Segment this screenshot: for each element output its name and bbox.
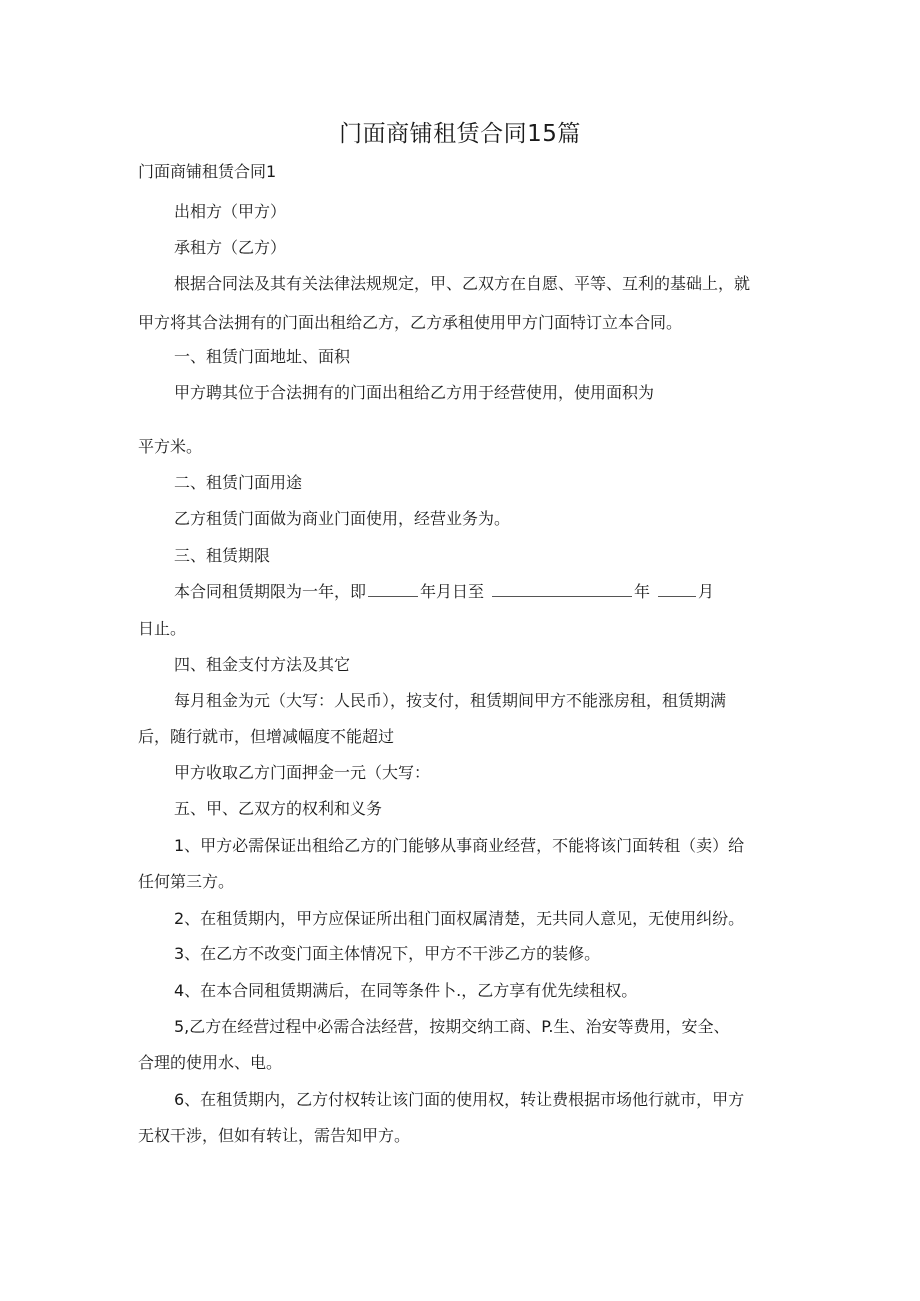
intro-paragraph-line-2: 甲方将其合法拥有的门面出租给乙方，乙方承租使用甲方门面特订立本合同。 (138, 313, 683, 332)
party-a-line: 出相方（甲方） (174, 202, 287, 221)
clause-5: 5,乙方在经营过程中必需合法经营，按期交纳工商、P.生、治安等费用，安全、 (174, 1017, 730, 1036)
blank-field (658, 582, 696, 597)
term-text-3: 年 (634, 582, 651, 601)
section-2-heading: 二、租赁门面用途 (174, 473, 303, 492)
section-1-text-cont: 平方米。 (138, 437, 203, 456)
intro-paragraph-line-1: 根据合同法及其有关法律法规规定，甲、乙双方在自愿、平等、互利的基础上，就 (174, 274, 751, 293)
section-3-term-line (174, 581, 714, 603)
document-title: 门面商铺租赁合同15篇 (339, 121, 581, 147)
section-3-term-line-cont: 日止。 (138, 619, 187, 638)
section-2-text: 乙方租赁门面做为商业门面使用，经营业务为。 (174, 509, 511, 528)
clause-4: 4、在本合同租赁期满后，在同等条件卜.，乙方享有优先续租权。 (174, 981, 638, 1000)
clause-2: 2、在租赁期内，甲方应保证所出租门面权属清楚，无共同人意见，无使用纠纷。 (174, 909, 745, 928)
contract-heading: 门面商铺租赁合同1 (138, 162, 277, 181)
clause-1: 1、甲方必需保证出租给乙方的门能够从事商业经营，不能将该门面转租（卖）给 (174, 836, 745, 855)
term-text-4: 月 (698, 582, 715, 601)
blank-field (368, 582, 418, 597)
term-text-2: 年月日至 (420, 582, 485, 601)
section-3-heading: 三、租赁期限 (174, 546, 271, 565)
clause-6: 6、在租赁期内，乙方付权转让该门面的使用权，转让费根据市场他行就市，甲方 (174, 1090, 745, 1109)
section-4-text-2: 甲方收取乙方门面押金一元（大写： (174, 763, 431, 782)
section-4-text-1-cont: 后，随行就市，但增减幅度不能超过 (138, 727, 395, 746)
term-text-1: 本合同租赁期限为一年，即 (174, 582, 367, 601)
section-1-heading: 一、租赁门面地址、面积 (174, 347, 351, 366)
clause-5-cont: 合理的使用水、电。 (138, 1053, 283, 1072)
clause-3: 3、在乙方不改变门面主体情况下，甲方不干涉乙方的装修。 (174, 944, 601, 963)
clause-1-cont: 任何第三方。 (138, 872, 235, 891)
clause-6-cont: 无权干涉，但如有转让，需告知甲方。 (138, 1126, 411, 1145)
section-5-heading: 五、甲、乙双方的权利和义务 (174, 799, 383, 818)
section-4-text-1: 每月租金为元（大写：人民币），按支付，租赁期间甲方不能涨房租，租赁期满 (174, 691, 727, 710)
party-b-line: 承租方（乙方） (174, 238, 287, 257)
blank-field (492, 582, 632, 597)
section-4-heading: 四、租金支付方法及其它 (174, 655, 351, 674)
section-1-text: 甲方聘其位于合法拥有的门面出租给乙方用于经营使用，使用面积为 (174, 383, 655, 402)
